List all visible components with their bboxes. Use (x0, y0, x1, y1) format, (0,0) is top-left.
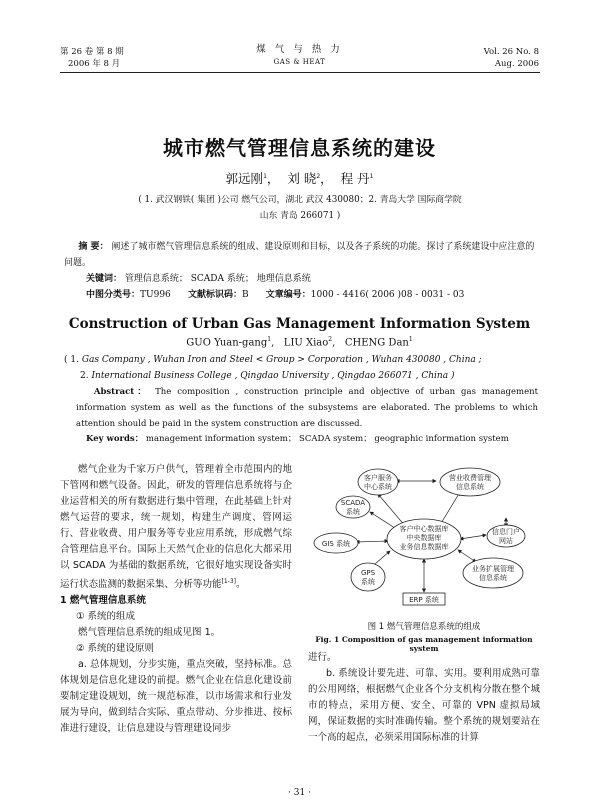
header-date-en: Aug. 2006 (494, 59, 539, 69)
author-2: 刘 晓 (287, 171, 317, 186)
abstract-label-en: Abstract： (93, 387, 150, 397)
node-expansion (463, 558, 523, 588)
node-label-center-2: 中央数据库 (406, 534, 442, 542)
header-rule (60, 72, 540, 73)
figure-caption-en: Fig. 1 Composition of gas management information system (315, 635, 533, 653)
authors-en: GUO Yuan-gang$^1$, LIU Xiao$^2$, CHENG Dan$^1$ (186, 336, 413, 349)
node-label-center-3: 业务信息数据库 (399, 543, 449, 551)
article-title-cn: 城市燃气管理信息系统的建设 (163, 136, 436, 160)
node-label-portal-2: 网站 (499, 537, 513, 545)
paragraph-a: a. 总体规划，分步实施，重点突破，坚持标准。总体规划是信息化建设的前提。燃气企业在信息化建设前要制定建设规划，统一规范标准，以市场需求和行业发展为导向，做到结合实际、重点带动、分步推进、按标准进行建设，让信息建设与管理建设同步 (60, 659, 292, 735)
author-3: 程 丹 (340, 171, 370, 186)
subsection-1-heading: ① 系统的组成 (76, 611, 136, 623)
node-label-billing-2: 信息系统 (456, 483, 484, 491)
node-label-customer-2: 中心系统 (364, 483, 392, 491)
continued-text: 进行。 (308, 652, 337, 663)
affiliation-cn: ( 1. 武汉钢铁( 集团 )公司 燃气公司，湖北 武汉 430080；2. 青岛大学 国际商学院 山东 青岛 266071 ) (138, 195, 462, 221)
figure-1-diagram (308, 462, 540, 612)
keywords-cn: 关键词： 管理信息系统； SCADA 系统； 地理信息系统 (86, 274, 311, 284)
intro-paragraph: 燃气企业为千家万户供气，管理着全市范围内的地下管网和燃气设备。因此，研发的管理信息系统将与企业运营相关的所有数据进行集中管理，在此基础上针对燃气运营的要求，统一规划，构建生产调度、管网运行、营业收费、用户服务等专业应用系统，形成燃气综合管理信息平台。国际上天然气企业的信息化大都采用以 SCADA 为基础的数据系统，它很好地实现设备实时运行状态监测的数据采集、分析等功能[1-3]。 (60, 464, 292, 591)
paragraph-b: b. 系统设计要先进、可靠、实用。要利用成熟可靠的公用网络，根据燃气企业各个分支机构分散在整个城市的特点，采用方便、安全、可靠的 VPN 虚拟局域网，保证数据的实时准确传输。整个系统的规划要站在一个高的起点，必须采用国际标准的计算 (308, 668, 540, 743)
node-gps (351, 563, 385, 591)
affiliation-en: ( 1. Gas Company , Wuhan Iron and Steel < Group > Corporation , Wuhan 430080 , China ; 2. International Business College , Qingdao University , Qingdao 266071 , China ) (64, 355, 482, 381)
classification-cn: 中图分类号：TU996 文献标识码：B 文章编号：1000 - 4416( 2006 )08 - 0031 - 03 (86, 290, 465, 300)
node-label-gps-1: GPS (360, 569, 376, 577)
keywords-en: Key words： management information system； SCADA system； geographic information system (86, 434, 509, 444)
node-label-erp: ERP 系统 (409, 596, 439, 604)
section-1-heading: 1 燃气管理信息系统 (60, 595, 146, 607)
body-left-column (60, 462, 292, 737)
abstract-text-cn: 阐述了城市燃气管理信息系统的组成、建设原则和目标，以及各子系统的功能。探讨了系统建设中应注意的问题。 (64, 242, 535, 268)
author-1: 郭远刚 (225, 171, 264, 186)
subsection-2-heading: ② 系统的建设原则 (76, 643, 155, 655)
page-number: · 31 · (288, 788, 311, 798)
subsection-1-text: 燃气管理信息系统的组成见图 1。 (78, 627, 221, 639)
abstract-label-cn: 摘 要： (78, 242, 109, 252)
node-label-gis: GIS 系统 (321, 540, 351, 548)
body-right-column (308, 650, 540, 746)
abstract-en (76, 384, 538, 432)
node-label-customer-1: 客户服务 (364, 474, 392, 482)
node-customer-service (358, 469, 398, 495)
node-label-expansion-2: 信息系统 (479, 574, 507, 582)
header-volume-en (484, 46, 539, 70)
figure-caption-cn: 图 1 燃气管理信息系统的组成 (367, 622, 481, 632)
node-label-scada-2: 系统 (346, 508, 360, 516)
header-vol-en: Vol. 26 No. 8 (483, 47, 539, 57)
journal-title-en: GAS & HEAT (273, 58, 326, 66)
abstract-text-en: The composition , construction principle and objective of urban gas management information system as well as the functions of the subsystems are elaborated. The problems to which attention should be paid in the system construction are discussed. (76, 387, 538, 429)
node-label-billing-1: 营业收费管理 (449, 474, 491, 482)
node-billing (440, 468, 500, 496)
authors-cn: 郭远刚$^1$， 刘 晓$^2$， 程 丹$^1$ (225, 171, 374, 186)
node-label-expansion-1: 业务扩展管理 (472, 565, 514, 573)
node-label-center-1: 客户中心数据库 (399, 525, 449, 533)
abstract-cn (64, 239, 538, 271)
header-vol-cn: 第 26 卷 第 8 期 (60, 47, 124, 57)
node-label-scada-1: SCADA (340, 499, 366, 507)
node-label-portal-1: 信息门户 (492, 528, 520, 536)
header-date-cn: 2006 年 8 月 (68, 59, 121, 69)
journal-title-cn: 煤 气 与 热 力 (256, 44, 343, 55)
node-label-gps-2: 系统 (361, 578, 375, 586)
article-title-en: Construction of Urban Gas Management Information System (68, 316, 531, 332)
